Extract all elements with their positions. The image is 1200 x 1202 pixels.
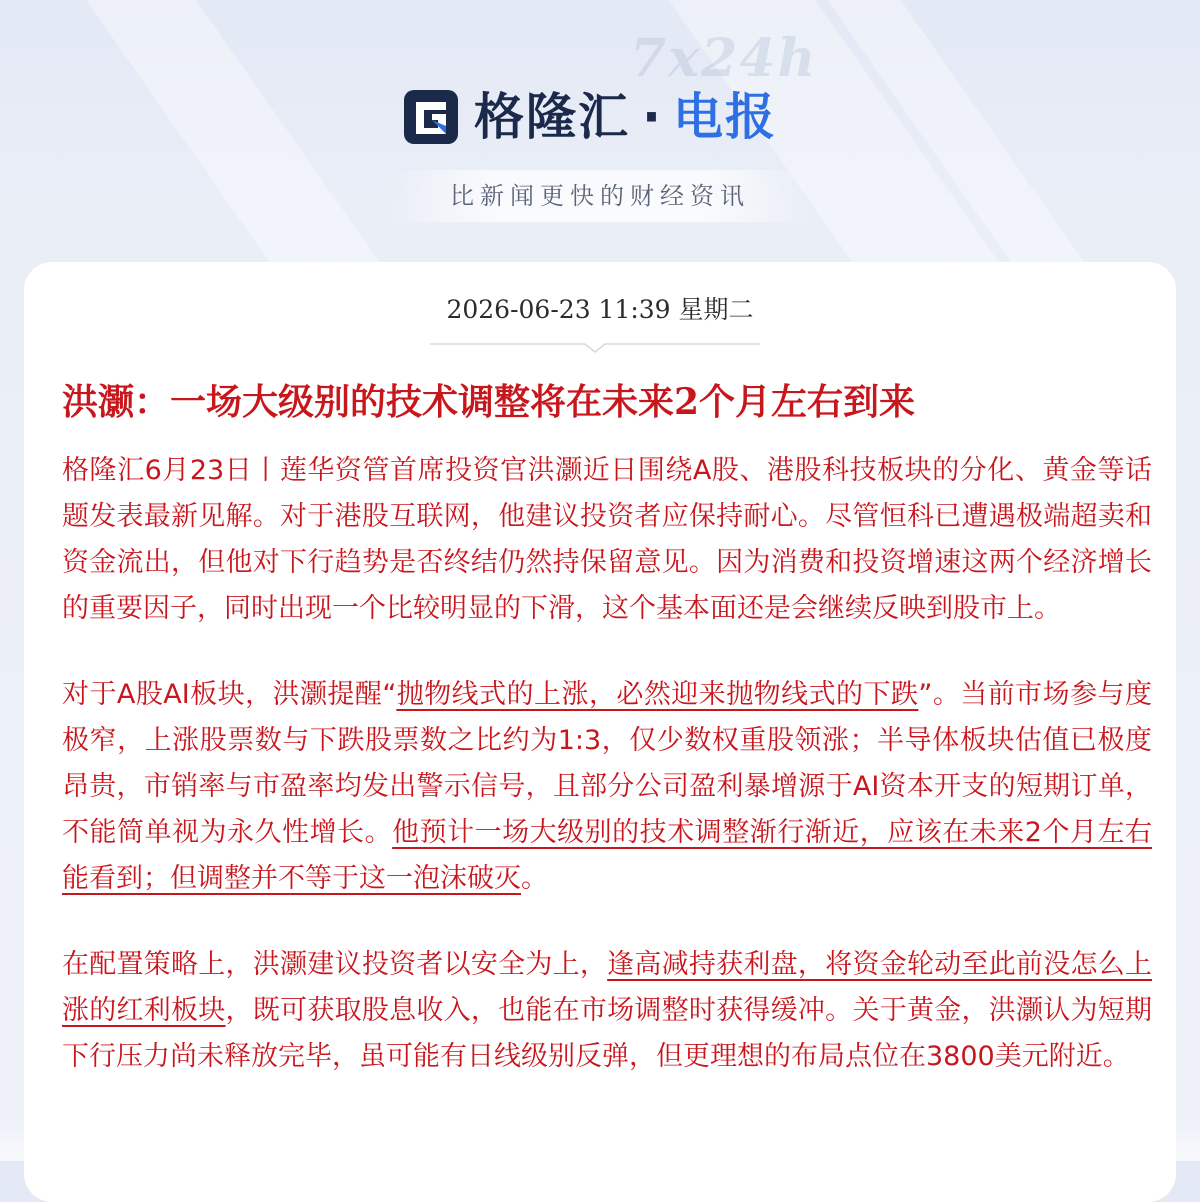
datetime-divider: [430, 342, 760, 354]
article-title: 洪灏：一场大级别的技术调整将在未来2个月左右到来: [62, 381, 916, 423]
bottom-fade: [0, 1121, 1200, 1161]
brand-logo: [402, 88, 777, 146]
article-paragraph-2: [62, 672, 1152, 902]
tagline: 比新闻更快的财经资讯: [390, 170, 810, 222]
p3-text-1: 在配置策略上，洪灏建议投资者以安全为上，: [62, 949, 608, 980]
p2-text-2: ”。当前市场参与度极窄，上涨股票数与下跌股票数之比约为1:3，仅少数权重股领涨；半导体板块估值已极度昂贵，市销率与市盈率均发出警示信号，且部分公司盈利暴增源于AI资本开支的短期订单，不能简单视为永久性增长。: [62, 679, 1152, 848]
article-datetime: 2026-06-23 11:39 星期二: [446, 295, 754, 324]
gelonghui-logo-icon: [402, 88, 460, 146]
article-body: [62, 448, 1152, 1120]
p2-highlight-quote: 抛物线式的上涨，必然迎来抛物线式的下跌: [396, 679, 919, 710]
p3-text-2: ，既可获取股息收入，也能在市场调整时获得缓冲。关于黄金，洪灏认为短期下行压力尚未释放完毕，虽可能有日线级别反弹，但更理想的布局点位在3800美元附近。: [62, 995, 1153, 1072]
article-paragraph-1: 格隆汇6月23日丨莲华资管首席投资官洪灏近日围绕A股、港股科技板块的分化、黄金等话题发表最新见解。对于港股互联网，他建议投资者应保持耐心。尽管恒科已遭遇极端超卖和资金流出，但他对下行趋势是否终结仍然持保留意见。因为消费和投资增速这两个经济增长的重要因子，同时出现一个比较明显的下滑，这个基本面还是会继续反映到股市上。: [62, 455, 1152, 624]
p2-highlight-forecast: 他预计一场大级别的技术调整渐行渐近，应该在未来2个月左右能看到；但调整并不等于这一泡沫破灭: [62, 817, 1153, 894]
p2-text-1: 对于A股AI板块，洪灏提醒“: [62, 679, 397, 710]
brand-header: [0, 80, 1200, 160]
watermark-7x24h: 7x24h: [630, 28, 818, 89]
article-paragraph-3: [62, 942, 1152, 1080]
p3-highlight-strategy: 逢高减持获利盘，将资金轮动至此前没怎么上涨的红利板块: [62, 949, 1153, 1026]
brand-channel: 电报: [673, 88, 777, 146]
article-card: [24, 262, 1176, 1202]
p2-text-3: 。: [521, 863, 548, 894]
brand-separator: ·: [642, 88, 661, 146]
brand-name: 格隆汇: [474, 88, 630, 146]
